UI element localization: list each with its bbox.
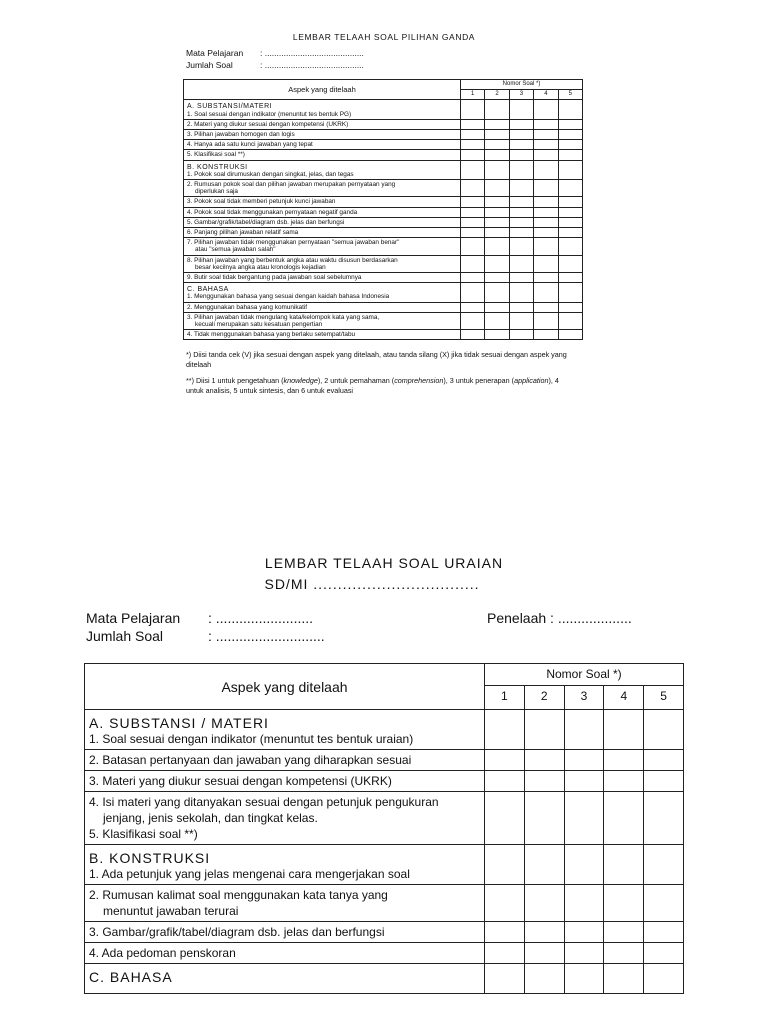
check-cell[interactable] [534,180,558,197]
check-cell[interactable] [485,922,525,943]
form1-item [184,217,461,227]
check-cell[interactable] [461,255,485,272]
check-cell[interactable] [558,238,582,255]
form2-item-a5: 5. Klasifikasi soal **) [89,827,198,841]
form1-item-line: 4. Pokok soal tidak menggunakan pernyataan negatif ganda [187,208,358,216]
check-cell[interactable] [604,943,644,964]
check-cell[interactable] [534,283,558,302]
check-cell[interactable] [509,180,533,197]
form1-col-3: 3 [509,90,533,100]
check-cell[interactable] [509,150,533,160]
check-cell[interactable] [485,273,509,283]
check-cell[interactable] [558,140,582,150]
form2-number-header: Nomor Soal *) [485,664,684,686]
check-cell[interactable] [509,100,533,119]
check-cell[interactable] [564,943,604,964]
form1-item-line: 5. Gambar/grafik/tabel/diagram dsb. jelas dan berfungsi [187,218,345,226]
check-cell[interactable] [564,845,604,885]
form1-item-line: 1. Soal sesuai dengan indikator (menuntut tes bentuk PG) [187,110,352,118]
form1-item-line: kecuali merupakan satu kesatuan pengertian [195,321,323,329]
form1-item [184,160,461,179]
check-cell[interactable] [509,197,533,207]
check-cell[interactable] [604,771,644,792]
check-cell[interactable] [558,207,582,217]
form1-item [184,197,461,207]
check-cell[interactable] [524,922,564,943]
check-cell[interactable] [534,150,558,160]
check-cell[interactable] [524,710,564,750]
form1-section-title: B. KONSTRUKSI [187,163,248,171]
form1-count-row [186,60,364,70]
form1-item [184,238,461,255]
check-cell[interactable] [485,119,509,129]
check-cell[interactable] [485,228,509,238]
form2-col-1: 1 [485,686,525,710]
form1-item [184,330,461,340]
check-cell[interactable] [509,119,533,129]
check-cell[interactable] [604,792,644,845]
form1-item [184,255,461,272]
check-cell[interactable] [485,943,525,964]
check-cell[interactable] [644,885,684,922]
check-cell[interactable] [524,845,564,885]
note-checkmark: *) Diisi tanda cek (V) jika sesuai dengan aspek yang ditelaah, atau tanda silang (X) jika tidak sesuai dengan aspek yang ditelaah [186,350,567,370]
check-cell[interactable] [461,160,485,179]
check-cell[interactable] [604,845,644,885]
check-cell[interactable] [564,750,604,771]
check-cell[interactable] [558,330,582,340]
check-cell[interactable] [564,885,604,922]
check-cell[interactable] [558,150,582,160]
form1-item [184,130,461,140]
check-cell[interactable] [485,964,525,994]
form1-item-line: besar kecilnya angka atau kronologis kejadian [195,263,326,271]
check-cell[interactable] [485,150,509,160]
check-cell[interactable] [461,302,485,312]
check-cell[interactable] [461,180,485,197]
check-cell[interactable] [558,119,582,129]
check-cell[interactable] [534,160,558,179]
form2-subject-label: Mata Pelajaran [86,610,181,626]
form2-count-value: : ............................ [208,628,325,644]
check-cell[interactable] [564,771,604,792]
form2-subject-value: : ......................... [208,610,314,626]
check-cell[interactable] [604,964,644,994]
form2-col-2: 2 [524,686,564,710]
check-cell[interactable] [485,302,509,312]
form1-item-line: 1. Pokok soal dirumuskan dengan singkat, jelas, dan tegas [187,170,354,178]
form2-section-a [85,710,485,750]
check-cell[interactable] [485,312,509,329]
note-classification: **) Diisi 1 untuk pengetahuan (knowledge), 2 untuk pemahaman (comprehension), 3 untuk penerapan (application), 4 untuk analisis, 5 untuk sintesis, dan 6 untuk evaluasi [186,376,559,396]
check-cell[interactable] [485,140,509,150]
form1-count-label: Jumlah Soal [186,60,233,70]
form1-item-line: 3. Pilihan jawaban homogen dan logis [187,131,295,139]
check-cell[interactable] [558,130,582,140]
check-cell[interactable] [644,710,684,750]
form1-item [184,100,461,119]
form1-item [184,207,461,217]
form1-item-line: 4. Tidak menggunakan bahasa yang berlaku setempat/tabu [187,331,356,339]
check-cell[interactable] [558,228,582,238]
check-cell[interactable] [644,845,684,885]
check-cell[interactable] [644,943,684,964]
form1-item-line: 3. Pilihan jawaban tidak mengulang kata/kelompok kata yang sama, [187,313,380,321]
form1-subject-value: : .......................................... [260,48,364,58]
check-cell[interactable] [509,255,533,272]
check-cell[interactable] [485,207,509,217]
check-cell[interactable] [509,140,533,150]
form1-item-line: 2. Menggunakan bahasa yang komunikatif [187,303,308,311]
check-cell[interactable] [509,238,533,255]
check-cell[interactable] [461,217,485,227]
form2-col-5: 5 [644,686,684,710]
check-cell[interactable] [461,273,485,283]
check-cell[interactable] [485,160,509,179]
check-cell[interactable] [534,130,558,140]
check-cell[interactable] [524,771,564,792]
check-cell[interactable] [534,140,558,150]
check-cell[interactable] [558,283,582,302]
check-cell[interactable] [604,710,644,750]
check-cell[interactable] [534,238,558,255]
form2-col-4: 4 [604,686,644,710]
form1-item [184,180,461,197]
form2-item-a4-a5 [85,792,485,845]
form1-item [184,302,461,312]
check-cell[interactable] [534,197,558,207]
check-cell[interactable] [485,217,509,227]
form1-item [184,273,461,283]
form2-title: LEMBAR TELAAH SOAL URAIAN [264,555,504,571]
form2-subtitle: SD/MI .................................. [264,576,480,592]
form1-item-line: 5. Klasifikasi soal **) [187,151,245,159]
check-cell[interactable] [461,140,485,150]
check-cell[interactable] [534,217,558,227]
check-cell[interactable] [461,119,485,129]
form2-item-a3: 3. Materi yang diukur sesuai dengan kompetensi (UKRK) [85,771,485,792]
form2-item-b4: 4. Ada pedoman penskoran [85,943,485,964]
form2-item-a1: 1. Soal sesuai dengan indikator (menuntut tes bentuk uraian) [89,732,414,746]
check-cell[interactable] [509,228,533,238]
check-cell[interactable] [461,150,485,160]
check-cell[interactable] [524,792,564,845]
form1-item-line: atau "semua jawaban salah" [195,246,276,254]
check-cell[interactable] [558,217,582,227]
check-cell[interactable] [509,160,533,179]
form1-item [184,228,461,238]
check-cell[interactable] [534,100,558,119]
check-cell[interactable] [558,180,582,197]
check-cell[interactable] [485,255,509,272]
check-cell[interactable] [534,207,558,217]
check-cell[interactable] [644,922,684,943]
check-cell[interactable] [485,710,525,750]
check-cell[interactable] [485,845,525,885]
check-cell[interactable] [564,964,604,994]
form2-item-a4: 4. Isi materi yang ditanyakan sesuai dengan petunjuk pengukuran [89,795,439,809]
check-cell[interactable] [461,312,485,329]
form1-item-line: diperlukan saja [195,188,238,196]
form1-subject-row [186,48,364,58]
check-cell[interactable] [509,273,533,283]
form1-item-line: 2. Rumusan pokok soal dan pilihan jawaban merupakan pernyataan yang [187,181,396,189]
form2-item-b1: 1. Ada petunjuk yang jelas mengenai cara mengerjakan soal [89,867,410,881]
form2-review-table [84,663,684,994]
form1-number-header: Nomor Soal *) [461,80,583,90]
form1-item [184,119,461,129]
form1-count-value: : .......................................... [260,60,364,70]
check-cell[interactable] [564,792,604,845]
check-cell[interactable] [509,130,533,140]
check-cell[interactable] [509,207,533,217]
form1-item-line: 1. Menggunakan bahasa yang sesuai dengan kaidah bahasa Indonesia [187,293,390,301]
check-cell[interactable] [485,771,525,792]
form1-col-4: 4 [534,90,558,100]
check-cell[interactable] [461,207,485,217]
form2-section-b-title: B. KONSTRUKSI [89,850,211,866]
check-cell[interactable] [524,750,564,771]
form1-item [184,283,461,302]
form2-col-3: 3 [564,686,604,710]
check-cell[interactable] [485,238,509,255]
check-cell[interactable] [534,119,558,129]
check-cell[interactable] [604,885,644,922]
form1-item-line: 6. Panjang pilihan jawaban relatif sama [187,229,299,237]
form1-review-table [183,79,583,340]
check-cell[interactable] [485,130,509,140]
check-cell[interactable] [534,255,558,272]
form2-section-b [85,845,485,885]
check-cell[interactable] [644,964,684,994]
check-cell[interactable] [644,750,684,771]
check-cell[interactable] [534,330,558,340]
check-cell[interactable] [558,312,582,329]
check-cell[interactable] [564,922,604,943]
form1-item-line: 9. Butir soal tidak bergantung pada jawaban soal sebelumnya [187,274,362,282]
check-cell[interactable] [485,330,509,340]
check-cell[interactable] [461,283,485,302]
form1-item [184,140,461,150]
check-cell[interactable] [509,217,533,227]
form1-section-title: A. SUBSTANSI/MATERI [187,103,273,111]
form1-subject-label: Mata Pelajaran [186,48,244,58]
check-cell[interactable] [534,302,558,312]
form2-aspect-header: Aspek yang ditelaah [85,664,485,710]
form2-count-label: Jumlah Soal [86,628,164,644]
check-cell[interactable] [461,228,485,238]
form1-item [184,312,461,329]
form1-item-line: 4. Hanya ada satu kunci jawaban yang tepat [187,141,313,149]
check-cell[interactable] [558,255,582,272]
check-cell[interactable] [604,750,644,771]
check-cell[interactable] [644,792,684,845]
check-cell[interactable] [524,943,564,964]
check-cell[interactable] [604,922,644,943]
check-cell[interactable] [534,312,558,329]
form1-title: LEMBAR TELAAH SOAL PILIHAN GANDA [292,32,476,42]
check-cell[interactable] [461,100,485,119]
check-cell[interactable] [558,302,582,312]
check-cell[interactable] [564,710,604,750]
check-cell[interactable] [509,330,533,340]
form1-col-2: 2 [485,90,509,100]
form2-section-c-title: C. BAHASA [89,969,173,985]
form2-item-b3: 3. Gambar/grafik/tabel/diagram dsb. jelas dan berfungsi [85,922,485,943]
form2-section-c [85,964,485,994]
form1-aspect-header: Aspek yang ditelaah [184,80,461,100]
form2-item-a2: 2. Batasan pertanyaan dan jawaban yang diharapkan sesuai [85,750,485,771]
check-cell[interactable] [485,885,525,922]
check-cell[interactable] [485,283,509,302]
check-cell[interactable] [534,228,558,238]
check-cell[interactable] [485,100,509,119]
check-cell[interactable] [509,312,533,329]
check-cell[interactable] [509,283,533,302]
form1-item-line: 7. Pilihan jawaban tidak menggunakan pernyataan "semua jawaban benar" [187,239,400,247]
check-cell[interactable] [558,160,582,179]
check-cell[interactable] [461,130,485,140]
form1-section-title: C. BAHASA [187,286,229,294]
form1-item-line: 8. Pilihan jawaban yang berbentuk angka atau waktu disusun berdasarkan [187,256,398,264]
form2-item-b2: 2. Rumusan kalimat soal menggunakan kata tanya yang menuntut jawaban terurai [85,885,485,922]
form1-col-5: 5 [558,90,582,100]
check-cell[interactable] [461,197,485,207]
check-cell[interactable] [644,771,684,792]
check-cell[interactable] [461,330,485,340]
check-cell[interactable] [509,302,533,312]
check-cell[interactable] [524,885,564,922]
check-cell[interactable] [524,964,564,994]
form1-col-1: 1 [461,90,485,100]
form1-item [184,150,461,160]
check-cell[interactable] [558,273,582,283]
form2-reviewer: Penelaah : ................... [487,610,632,626]
form1-item-line: 2. Materi yang diukur sesuai dengan kompetensi (UKRK) [187,120,349,128]
form2-item-a4-cont: jenjang, jenis sekolah, dan tingkat kelas. [103,811,318,825]
form1-notes [186,350,576,396]
check-cell[interactable] [485,180,509,197]
check-cell[interactable] [485,792,525,845]
check-cell[interactable] [485,197,509,207]
check-cell[interactable] [485,750,525,771]
check-cell[interactable] [461,238,485,255]
check-cell[interactable] [534,273,558,283]
check-cell[interactable] [558,100,582,119]
form1-item-line: 3. Pokok soal tidak memberi petunjuk kunci jawaban [187,198,336,206]
check-cell[interactable] [558,197,582,207]
form2-section-a-title: A. SUBSTANSI / MATERI [89,715,269,731]
